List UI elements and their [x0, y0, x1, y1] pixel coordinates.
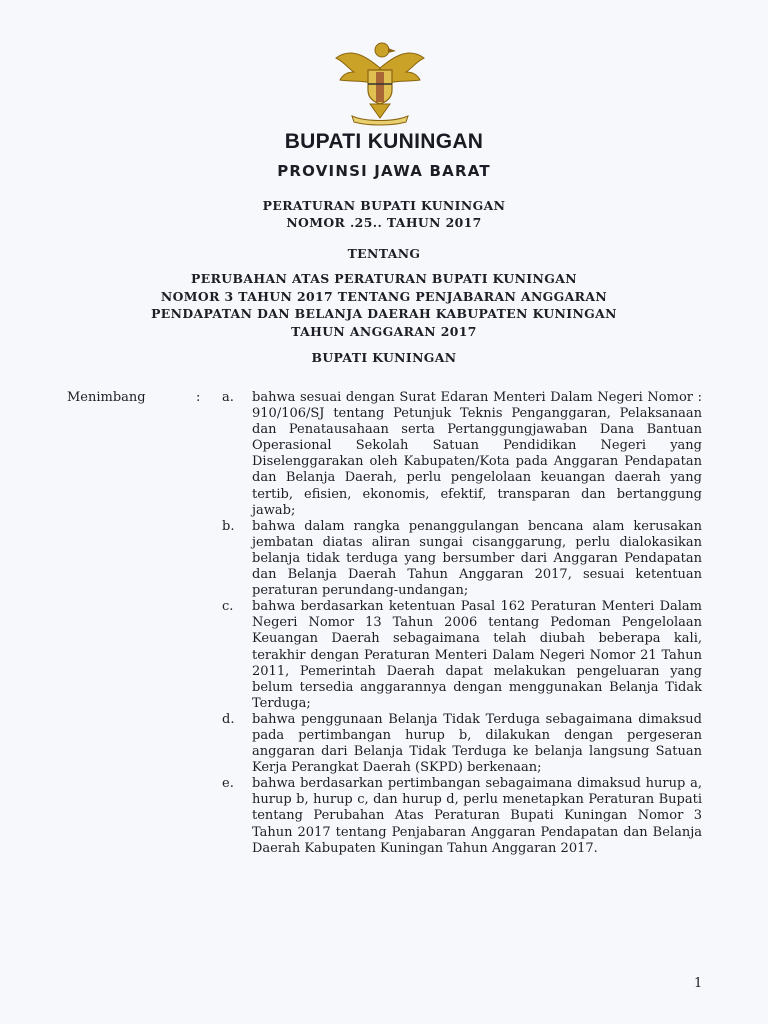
subject-line: NOMOR 3 TAHUN 2017 TENTANG PENJABARAN ANGGARAN: [160, 288, 608, 304]
considering-label: Menimbang: [67, 390, 146, 405]
subject-line: TAHUN ANGGARAN 2017: [291, 323, 477, 339]
regulation-type: PERATURAN BUPATI KUNINGAN: [262, 198, 506, 213]
list-item: [222, 519, 702, 599]
item-text: bahwa sesuai dengan Surat Edaran Menteri Dalam Negeri Nomor : 910/106/SJ tentang Petunjuk Teknis Penganggaran, Pelaksanaan dan Penatausahaan serta Pertanggungjawaban Dana Bantuan Operasional Sekolah Satuan Pendidikan Negeri yang Diselenggarakan oleh Kabupaten/Kota pada Anggaran Pendapatan dan Belanja Daerah, perlu pengelolaan keuangan daerah yang tertib, efisien, ekonomis, efektif, transparan dan bertanggung jawab;: [252, 390, 702, 518]
issuer-heading: BUPATI KUNINGAN: [311, 350, 457, 365]
subject-line: PENDAPATAN DAN BELANJA DAERAH KABUPATEN KUNINGAN: [151, 306, 617, 321]
item-letter: a.: [222, 390, 234, 405]
about-heading: TENTANG: [347, 246, 421, 261]
list-item: [222, 390, 702, 519]
subject-line: PERUBAHAN ATAS PERATURAN BUPATI KUNINGAN: [191, 271, 577, 286]
item-text: bahwa penggunaan Belanja Tidak Terduga sebagaimana dimaksud pada pertimbangan hurup b, dilakukan dengan pergeseran anggaran dari Belanja Tidak Terduga ke belanja langsung Satuan Kerja Perangkat Daerah (SKPD) berkenaan;: [252, 711, 702, 776]
item-text: bahwa dalam rangka penanggulangan bencana alam kerusakan jembatan diatas aliran sungai cisanggarung, perlu dialokasikan belanja tidak terduga yang bersumber dari Anggaran Pendapatan dan Belanja Daerah Tahun Anggaran 2017, sesuai ketentuan peraturan perundang-undangan;: [252, 518, 702, 599]
list-item: [222, 599, 702, 712]
item-letter: d.: [222, 711, 235, 727]
province-title: PROVINSI JAWA BARAT: [277, 162, 491, 180]
list-item: [222, 712, 702, 776]
regulation-subject: [0, 270, 768, 340]
regulation-number: NOMOR .25.. TAHUN 2017: [286, 215, 482, 230]
item-letter: b.: [222, 518, 235, 534]
item-text: bahwa berdasarkan ketentuan Pasal 162 Peraturan Menteri Dalam Negeri Nomor 13 Tahun 2006 tentang Pedoman Pengelolaan Keuangan Daerah sebagaimana telah diubah beberapa kali, terakhir dengan Peraturan Menteri Dalam Negeri Nomor 21 Tahun 2011, Pemerintah Daerah dapat melakukan pengeluaran yang belum tersedia anggarannya dengan menggunakan Belanja Tidak Terduga;: [252, 599, 702, 711]
list-item: [222, 776, 702, 856]
item-letter: e.: [222, 776, 234, 792]
item-letter: c.: [222, 599, 234, 615]
item-text: bahwa berdasarkan pertimbangan sebagaimana dimaksud hurup a, hurup b, hurup c, dan hurup d, perlu menetapkan Peraturan Bupati tentang Perubahan Atas Peraturan Bupati Kuningan Nomor 3 Tahun 2017 tentang Penjabaran Anggaran Pendapatan dan Belanja Daerah Kabupaten Kuningan Tahun Anggaran 2017.: [252, 776, 702, 856]
page-number: 1: [694, 976, 703, 991]
considering-colon: :: [196, 390, 201, 405]
garuda-emblem-icon: [330, 28, 430, 128]
considering-list: [222, 390, 702, 857]
office-title: BUPATI KUNINGAN: [284, 130, 484, 153]
